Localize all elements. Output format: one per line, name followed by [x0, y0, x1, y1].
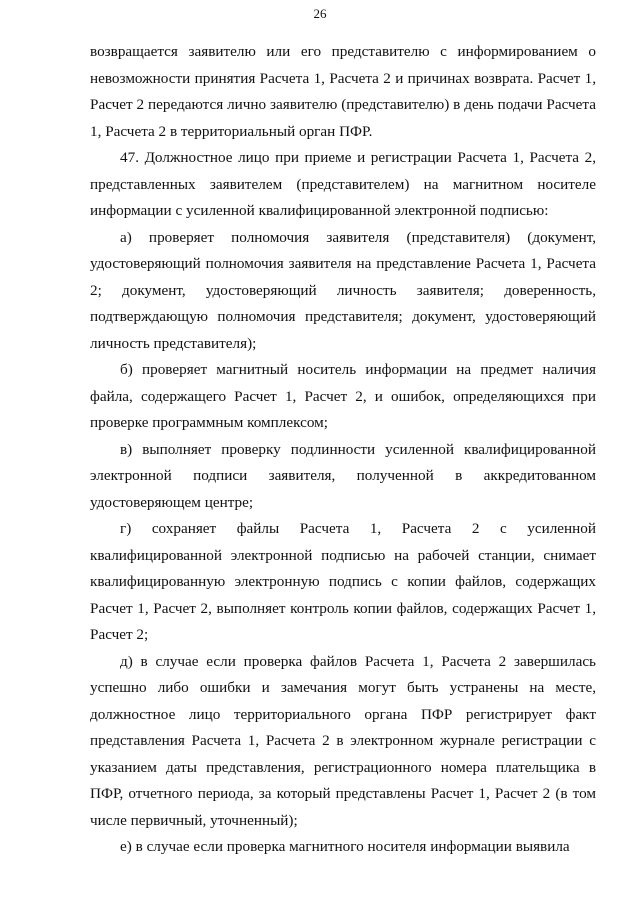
- page-number: 26: [313, 6, 327, 21]
- document-body: [90, 39, 596, 861]
- paragraph-subitem-g: г) сохраняет файлы Расчета 1, Расчета 2 с усиленной квалифицированной электронной подписью на рабочей станции, снимает квалифицированную электронную подпись с копии файлов, содержащих Расчет 1, Расчет 2, выполняет контроль копии файлов, содержащих Расчет 1, Расчет 2;: [90, 520, 596, 643]
- paragraph-subitem-b: б) проверяет магнитный носитель информации на предмет наличия файла, содержащего Расчет 1, Расчет 2, и ошибок, определяющихся при проверке программным комплексом;: [90, 361, 596, 431]
- paragraph-subitem-d: д) в случае если проверка файлов Расчета 1, Расчета 2 завершилась успешно либо ошибки и замечания могут быть устранены на месте, должностное лицо территориального органа ПФР регистрирует факт представления Расчета 1, Расчета 2 в электронном журнале регистрации с указанием даты представления, регистрационного номера плательщика в ПФР, отчетного периода, за который представлены Расчет 1, Расчет 2 (в том числе первичный, уточненный);: [90, 652, 596, 829]
- paragraph-continuation: возвращается заявителю или его представителю с информированием о невозможности принятия Расчета 1, Расчета 2 и причинах возврата. Расчет 1, Расчет 2 передаются лично заявителю (представителю) в день подачи Расчета 1, Расчета 2 в территориальный орган ПФР.: [90, 43, 596, 140]
- paragraph-subitem-e: е) в случае если проверка магнитного носителя информации выявила: [120, 838, 570, 855]
- paragraph-subitem-v: в) выполняет проверку подлинности усиленной квалифицированной электронной подписи заявителя, полученной в аккредитованном удостоверяющем центре;: [90, 440, 596, 511]
- paragraph-subitem-a: а) проверяет полномочия заявителя (представителя) (документ, удостоверяющий полномочия заявителя на представление Расчета 1, Расчета 2; документ, удостоверяющий личность заявителя; доверенность, подтверждающую полномочия представителя; документ, удостоверяющий личность представителя);: [90, 228, 596, 352]
- paragraph-item-47: 47. Должностное лицо при приеме и регистрации Расчета 1, Расчета 2, представленных заявителем (представителем) на магнитном носителе информации с усиленной квалифицированной электронной подписью:: [90, 149, 596, 219]
